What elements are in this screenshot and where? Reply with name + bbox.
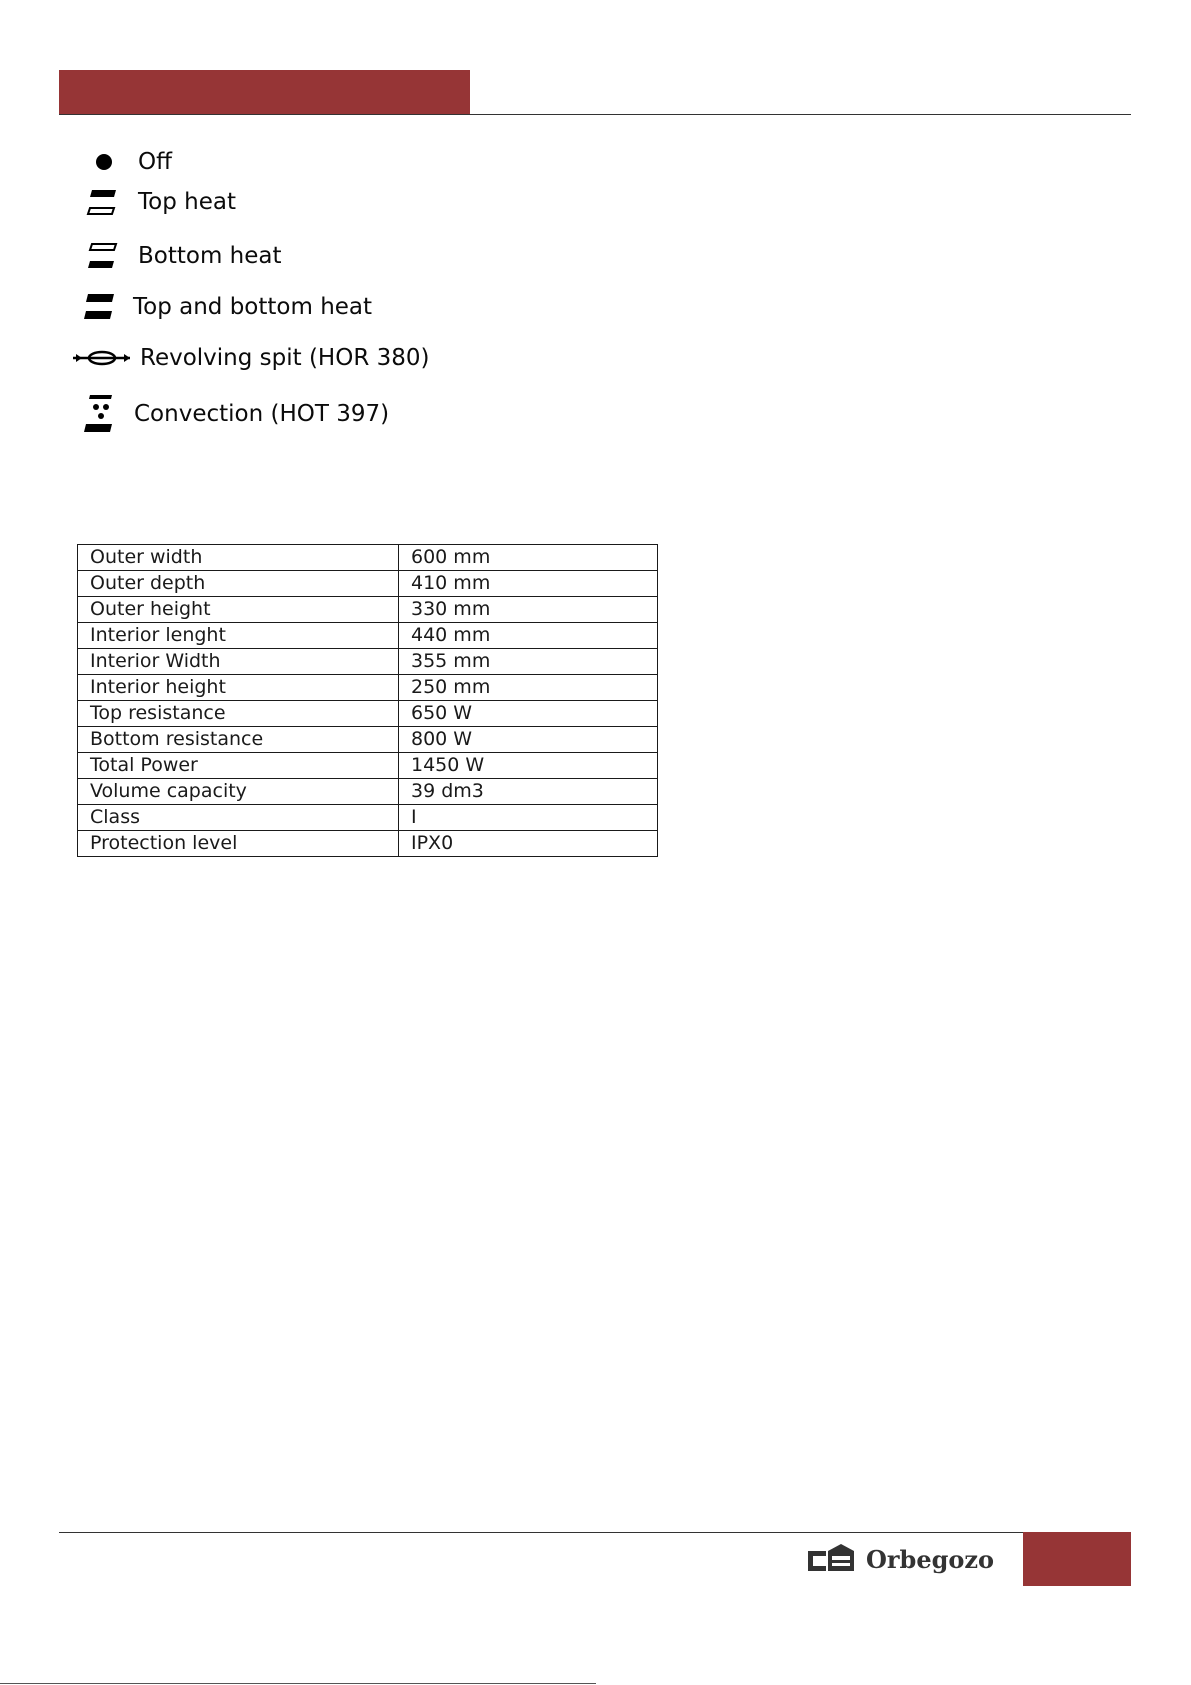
spec-key: Outer depth [78, 571, 399, 597]
table-row [78, 831, 658, 857]
table-row [78, 623, 658, 649]
mode-top-heat [84, 182, 236, 222]
mode-label: Revolving spit (HOR 380) [140, 345, 430, 371]
mode-label: Top and bottom heat [133, 294, 373, 320]
spec-value: 330 mm [399, 597, 658, 623]
mode-label: Top heat [138, 189, 236, 215]
spec-key: Volume capacity [78, 779, 399, 805]
spec-value: 39 dm3 [399, 779, 658, 805]
function-modes-list [0, 0, 600, 460]
convection-icon [80, 394, 120, 434]
mode-label: Convection (HOT 397) [134, 401, 390, 427]
spec-value: 650 W [399, 701, 658, 727]
spec-key: Interior Width [78, 649, 399, 675]
table-row [78, 597, 658, 623]
top-heat-icon [84, 182, 124, 222]
top-bottom-heat-icon [80, 287, 120, 327]
mode-bottom-heat [84, 236, 282, 276]
spec-value: IPX0 [399, 831, 658, 857]
bottom-rule [0, 1683, 596, 1684]
brand-logotype: Orbegozo [866, 1545, 995, 1574]
table-row [78, 545, 658, 571]
spec-value: 600 mm [399, 545, 658, 571]
spec-key: Total Power [78, 753, 399, 779]
table-row [78, 727, 658, 753]
mode-convection [80, 394, 389, 434]
spec-value: 1450 W [399, 753, 658, 779]
table-row [78, 805, 658, 831]
revolving-spit-icon [72, 338, 132, 378]
spec-value: 440 mm [399, 623, 658, 649]
orbegozo-logo [808, 1542, 1014, 1576]
mode-label: Off [138, 149, 172, 175]
spec-key: Bottom resistance [78, 727, 399, 753]
spec-key: Interior height [78, 675, 399, 701]
spec-key: Outer height [78, 597, 399, 623]
spec-key: Protection level [78, 831, 399, 857]
table-row [78, 571, 658, 597]
spec-value: I [399, 805, 658, 831]
spec-value: 355 mm [399, 649, 658, 675]
spec-key: Outer width [78, 545, 399, 571]
mode-off [84, 142, 172, 182]
mode-top-bottom-heat [80, 287, 372, 327]
footer-rule [59, 1532, 1025, 1533]
table-row [78, 649, 658, 675]
specifications-table [77, 544, 658, 857]
spec-value: 800 W [399, 727, 658, 753]
bottom-heat-icon [84, 236, 124, 276]
table-row [78, 779, 658, 805]
mode-label: Bottom heat [138, 243, 282, 269]
table-row [78, 701, 658, 727]
spec-value: 410 mm [399, 571, 658, 597]
dot-icon [84, 142, 124, 182]
spec-key: Top resistance [78, 701, 399, 727]
spec-key: Class [78, 805, 399, 831]
spec-key: Interior lenght [78, 623, 399, 649]
mode-revolving-spit [72, 338, 430, 378]
spec-value: 250 mm [399, 675, 658, 701]
table-row [78, 753, 658, 779]
footer-accent-band [1023, 1532, 1131, 1586]
table-row [78, 675, 658, 701]
